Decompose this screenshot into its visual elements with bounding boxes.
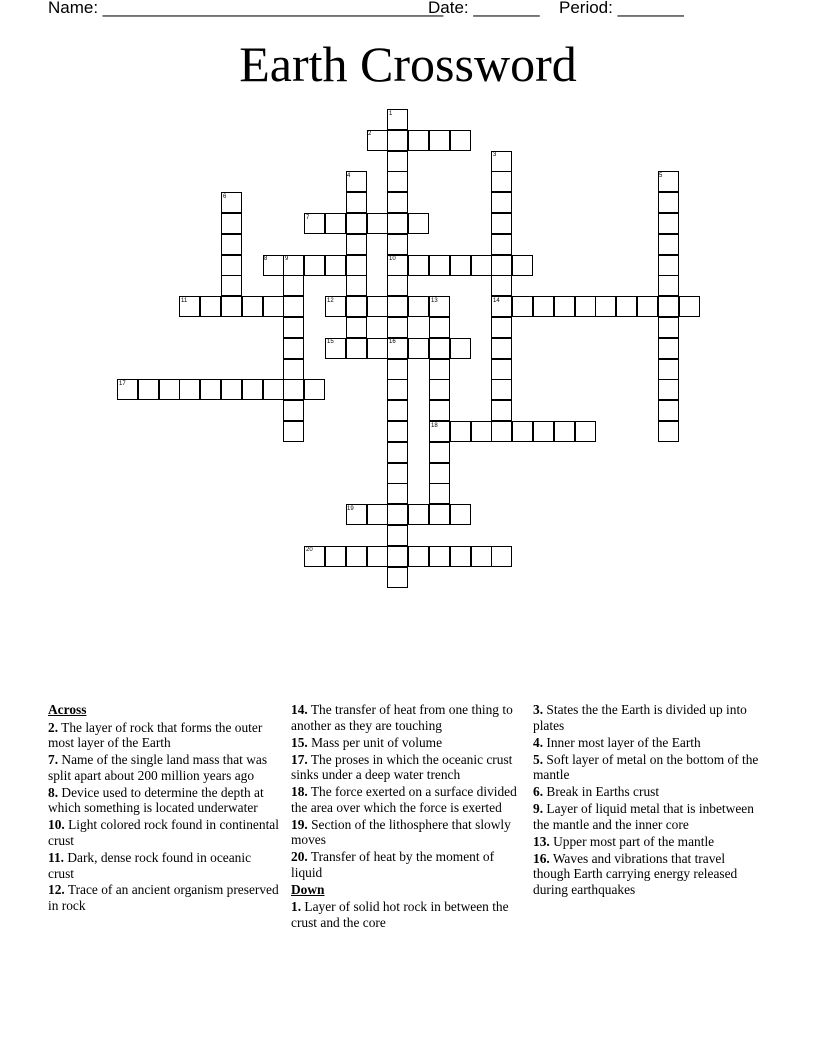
crossword-cell[interactable]	[575, 296, 596, 317]
crossword-cell[interactable]	[450, 338, 471, 359]
crossword-cell[interactable]	[387, 213, 408, 234]
clue-number: 17.	[291, 751, 308, 767]
clue-text: Light colored rock found in continental crust	[48, 817, 279, 848]
crossword-cell[interactable]	[221, 275, 242, 296]
clue-number: 4.	[533, 734, 544, 750]
clue-number: 16.	[533, 850, 550, 866]
crossword-cell[interactable]	[242, 379, 263, 400]
crossword-cell[interactable]	[450, 130, 471, 151]
crossword-cell[interactable]	[658, 400, 679, 421]
crossword-cell[interactable]	[658, 192, 679, 213]
clue-number-label: 12	[327, 298, 334, 304]
clue-number-label: 14	[493, 298, 500, 304]
clue-text: The force exerted on a surface divided the area over which the force is exerted	[291, 784, 517, 815]
crossword-cell[interactable]	[179, 379, 200, 400]
crossword-cell[interactable]	[408, 130, 429, 151]
crossword-cell[interactable]	[263, 296, 284, 317]
crossword-cell[interactable]	[367, 338, 388, 359]
clue-number-label: 16	[389, 339, 396, 345]
clue-number: 19.	[291, 816, 308, 832]
crossword-cell[interactable]	[304, 255, 325, 276]
crossword-cell[interactable]	[408, 338, 429, 359]
crossword-cell[interactable]	[512, 296, 533, 317]
clue-number: 15.	[291, 734, 308, 750]
crossword-cell[interactable]	[346, 275, 367, 296]
crossword-cell[interactable]	[429, 359, 450, 380]
crossword-cell[interactable]	[283, 421, 304, 442]
crossword-cell[interactable]	[387, 234, 408, 255]
crossword-cell[interactable]	[471, 255, 492, 276]
crossword-cell[interactable]	[367, 504, 388, 525]
clue-number-label: 18	[431, 423, 438, 429]
crossword-cell[interactable]	[387, 421, 408, 442]
clue-text: States the the Earth is divided up into plates	[533, 702, 747, 733]
clue-item	[48, 752, 280, 783]
crossword-cell[interactable]	[283, 338, 304, 359]
clue-number-label: 13	[431, 298, 438, 304]
crossword-cell[interactable]	[367, 546, 388, 567]
crossword-cell[interactable]	[346, 213, 367, 234]
crossword-cell[interactable]	[221, 379, 242, 400]
crossword-cell[interactable]	[554, 421, 575, 442]
crossword-cell[interactable]	[387, 379, 408, 400]
crossword-cell[interactable]	[533, 421, 554, 442]
crossword-cell[interactable]	[387, 130, 408, 151]
clue-number: 14.	[291, 702, 308, 717]
crossword-cell[interactable]	[346, 255, 367, 276]
crossword-cell[interactable]	[221, 234, 242, 255]
clue-text: Waves and vibrations that travel though Earth carrying energy released during earthquakes	[533, 850, 738, 897]
crossword-cell[interactable]	[283, 275, 304, 296]
crossword-cell[interactable]	[491, 400, 512, 421]
crossword-cell[interactable]	[491, 338, 512, 359]
crossword-cell[interactable]	[512, 255, 533, 276]
crossword-cell[interactable]	[263, 379, 284, 400]
clue-text: Layer of liquid metal that is inbetween the mantle and the inner core	[533, 801, 754, 832]
crossword-cell[interactable]	[283, 296, 304, 317]
crossword-cell[interactable]	[242, 296, 263, 317]
clue-number: 2.	[48, 719, 59, 735]
crossword-cell[interactable]	[387, 567, 408, 588]
crossword-cell[interactable]	[533, 296, 554, 317]
crossword-cell[interactable]	[450, 546, 471, 567]
crossword-cell[interactable]	[491, 192, 512, 213]
clue-number-label: 19	[347, 506, 354, 512]
clue-number-label: 20	[306, 547, 313, 553]
crossword-cell[interactable]	[283, 400, 304, 421]
crossword-cell[interactable]	[325, 255, 346, 276]
crossword-cell[interactable]	[387, 525, 408, 546]
crossword-cell[interactable]	[200, 296, 221, 317]
crossword-cell[interactable]	[387, 546, 408, 567]
crossword-cell[interactable]	[491, 546, 512, 567]
date-field-label[interactable]: Date: _______	[428, 0, 540, 17]
clue-item	[533, 801, 765, 832]
clue-number: 7.	[48, 752, 59, 768]
crossword-cell[interactable]	[491, 359, 512, 380]
crossword-cell[interactable]	[471, 421, 492, 442]
crossword-cell[interactable]	[159, 379, 180, 400]
clue-text: Break in Earths crust	[546, 784, 660, 800]
crossword-cell[interactable]	[387, 317, 408, 338]
crossword-cell[interactable]	[408, 213, 429, 234]
crossword-cell[interactable]	[138, 379, 159, 400]
crossword-cell[interactable]	[429, 379, 450, 400]
crossword-cell[interactable]	[658, 359, 679, 380]
clue-number-label: 15	[327, 339, 334, 345]
crossword-cell[interactable]	[346, 192, 367, 213]
crossword-cell[interactable]	[325, 213, 346, 234]
crossword-cell[interactable]	[554, 296, 575, 317]
clue-number-label: 2	[368, 131, 372, 137]
clue-number-label: 8	[264, 256, 268, 262]
name-field-label[interactable]: Name: ____________________________________	[48, 0, 444, 17]
clue-item	[533, 735, 765, 751]
crossword-cell[interactable]	[658, 234, 679, 255]
clue-item	[533, 784, 765, 800]
crossword-cell[interactable]	[471, 546, 492, 567]
crossword-cell[interactable]	[387, 275, 408, 296]
clues-column-1	[48, 702, 280, 915]
clue-item	[48, 817, 280, 848]
clue-number-label: 1	[389, 111, 393, 117]
clue-number-label: 17	[119, 381, 126, 387]
crossword-cell[interactable]	[346, 296, 367, 317]
crossword-cell[interactable]	[658, 275, 679, 296]
crossword-cell[interactable]	[450, 255, 471, 276]
clue-text: Dark, dense rock found in oceanic crust	[48, 849, 252, 881]
crossword-cell[interactable]	[491, 421, 512, 442]
clues-column-3	[533, 702, 765, 899]
clue-number: 12.	[48, 882, 65, 898]
crossword-cell[interactable]	[200, 379, 221, 400]
crossword-cell[interactable]	[491, 379, 512, 400]
clue-number-label: 6	[223, 194, 227, 200]
clue-text: Trace of an ancient organism preserved in rock	[48, 882, 279, 914]
crossword-cell[interactable]	[595, 296, 616, 317]
crossword-cell[interactable]	[387, 296, 408, 317]
crossword-cell[interactable]	[658, 255, 679, 276]
clue-text: Section of the lithosphere that slowly moves	[291, 816, 511, 848]
clue-number: 3.	[533, 702, 544, 717]
crossword-cell[interactable]	[429, 317, 450, 338]
clues-column-2	[291, 702, 523, 932]
crossword-cell[interactable]	[616, 296, 637, 317]
crossword-cell[interactable]	[408, 504, 429, 525]
crossword-cell[interactable]	[429, 338, 450, 359]
crossword-cell[interactable]	[658, 213, 679, 234]
clue-item	[533, 834, 765, 850]
crossword-cell[interactable]	[346, 546, 367, 567]
clue-text: Device used to determine the depth at which something is located underwater	[48, 784, 264, 816]
crossword-cell[interactable]	[491, 213, 512, 234]
clue-number-label: 11	[181, 298, 188, 304]
clue-text: Name of the single land mass that was split apart about 200 million years ago	[48, 752, 268, 783]
crossword-cell[interactable]	[325, 546, 346, 567]
clue-item	[48, 720, 280, 751]
crossword-cell[interactable]	[387, 400, 408, 421]
clue-text: The transfer of heat from one thing to another as they are touching	[291, 702, 513, 733]
crossword-cell[interactable]	[346, 338, 367, 359]
clue-number: 6.	[533, 784, 544, 800]
crossword-cell[interactable]	[283, 317, 304, 338]
crossword-cell[interactable]	[283, 379, 304, 400]
clue-text: The layer of rock that forms the outer most layer of the Earth	[48, 719, 263, 751]
clue-item	[291, 784, 523, 815]
clue-number-label: 10	[389, 256, 396, 262]
crossword-cell[interactable]	[658, 317, 679, 338]
crossword-cell[interactable]	[283, 359, 304, 380]
clue-number: 10.	[48, 817, 65, 833]
clue-number: 8.	[48, 784, 59, 800]
clue-text: Mass per unit of volume	[311, 734, 443, 750]
crossword-cell[interactable]	[387, 359, 408, 380]
crossword-cell[interactable]	[367, 213, 388, 234]
crossword-cell[interactable]	[429, 442, 450, 463]
crossword-cell[interactable]	[387, 483, 408, 504]
clue-number-label: 5	[659, 173, 663, 179]
clue-number: 20.	[291, 849, 308, 865]
clue-item	[291, 849, 523, 880]
crossword-cell[interactable]	[512, 421, 533, 442]
clue-item	[291, 702, 523, 733]
crossword-cell[interactable]	[387, 192, 408, 213]
crossword-cell[interactable]	[679, 296, 700, 317]
crossword-cell[interactable]	[387, 151, 408, 172]
clue-text: Transfer of heat by the moment of liquid	[291, 849, 495, 880]
crossword-cell[interactable]	[429, 546, 450, 567]
clue-text: The proses in which the oceanic crust sinks under a deep water trench	[291, 751, 513, 783]
crossword-cell[interactable]	[346, 234, 367, 255]
clue-number-label: 9	[285, 256, 289, 262]
crossword-cell[interactable]	[450, 504, 471, 525]
clue-number: 9.	[533, 801, 544, 817]
period-field-label[interactable]: Period: _______	[559, 0, 684, 17]
clue-number: 11.	[48, 849, 64, 865]
clue-text: Soft layer of metal on the bottom of the mantle	[533, 751, 759, 783]
clue-text: Layer of solid hot rock in between the crust and the core	[291, 899, 509, 931]
crossword-cell[interactable]	[387, 504, 408, 525]
clue-item	[533, 702, 765, 733]
clue-item	[291, 752, 523, 783]
crossword-cell[interactable]	[429, 483, 450, 504]
clue-number: 5.	[533, 751, 544, 767]
crossword-cell[interactable]	[221, 296, 242, 317]
clue-item	[533, 851, 765, 898]
crossword-cell[interactable]	[491, 275, 512, 296]
clue-item	[291, 899, 523, 930]
crossword-cell[interactable]	[221, 255, 242, 276]
crossword-cell[interactable]	[658, 379, 679, 400]
crossword-cell[interactable]	[429, 255, 450, 276]
clue-number-label: 3	[493, 152, 497, 158]
clue-number: 18.	[291, 784, 308, 800]
crossword-cell[interactable]	[221, 213, 242, 234]
crossword-cell[interactable]	[408, 296, 429, 317]
crossword-cell[interactable]	[491, 317, 512, 338]
crossword-cell[interactable]	[367, 296, 388, 317]
clue-text: Upper most part of the mantle	[553, 833, 715, 849]
crossword-cell[interactable]	[658, 421, 679, 442]
crossword-cell[interactable]	[491, 171, 512, 192]
crossword-cell[interactable]	[408, 546, 429, 567]
clue-number-label: 7	[306, 215, 310, 221]
crossword-cell[interactable]	[429, 463, 450, 484]
clue-item	[48, 850, 280, 881]
clue-number-label: 4	[347, 173, 351, 179]
crossword-cell[interactable]	[429, 400, 450, 421]
crossword-cell[interactable]	[637, 296, 658, 317]
clue-item	[533, 752, 765, 783]
crossword-cell[interactable]	[491, 255, 512, 276]
crossword-cell[interactable]	[658, 338, 679, 359]
crossword-cell[interactable]	[387, 442, 408, 463]
clue-number: 1.	[291, 899, 302, 915]
clue-item	[291, 735, 523, 751]
crossword-cell[interactable]	[408, 255, 429, 276]
clue-number: 13.	[533, 833, 550, 849]
page-title: Earth Crossword	[239, 36, 577, 92]
crossword-cell[interactable]	[387, 463, 408, 484]
crossword-cell[interactable]	[346, 317, 367, 338]
clue-item	[48, 882, 280, 913]
crossword-cell[interactable]	[575, 421, 596, 442]
crossword-cell[interactable]	[658, 296, 679, 317]
crossword-cell[interactable]	[429, 130, 450, 151]
section-heading: Down	[291, 881, 325, 897]
crossword-cell[interactable]	[491, 234, 512, 255]
crossword-cell[interactable]	[387, 171, 408, 192]
crossword-cell[interactable]	[304, 379, 325, 400]
crossword-cell[interactable]	[429, 504, 450, 525]
crossword-cell[interactable]	[450, 421, 471, 442]
clue-item	[48, 785, 280, 816]
clue-item	[291, 817, 523, 848]
clue-text: Inner most layer of the Earth	[546, 734, 701, 750]
section-heading: Across	[48, 702, 87, 717]
